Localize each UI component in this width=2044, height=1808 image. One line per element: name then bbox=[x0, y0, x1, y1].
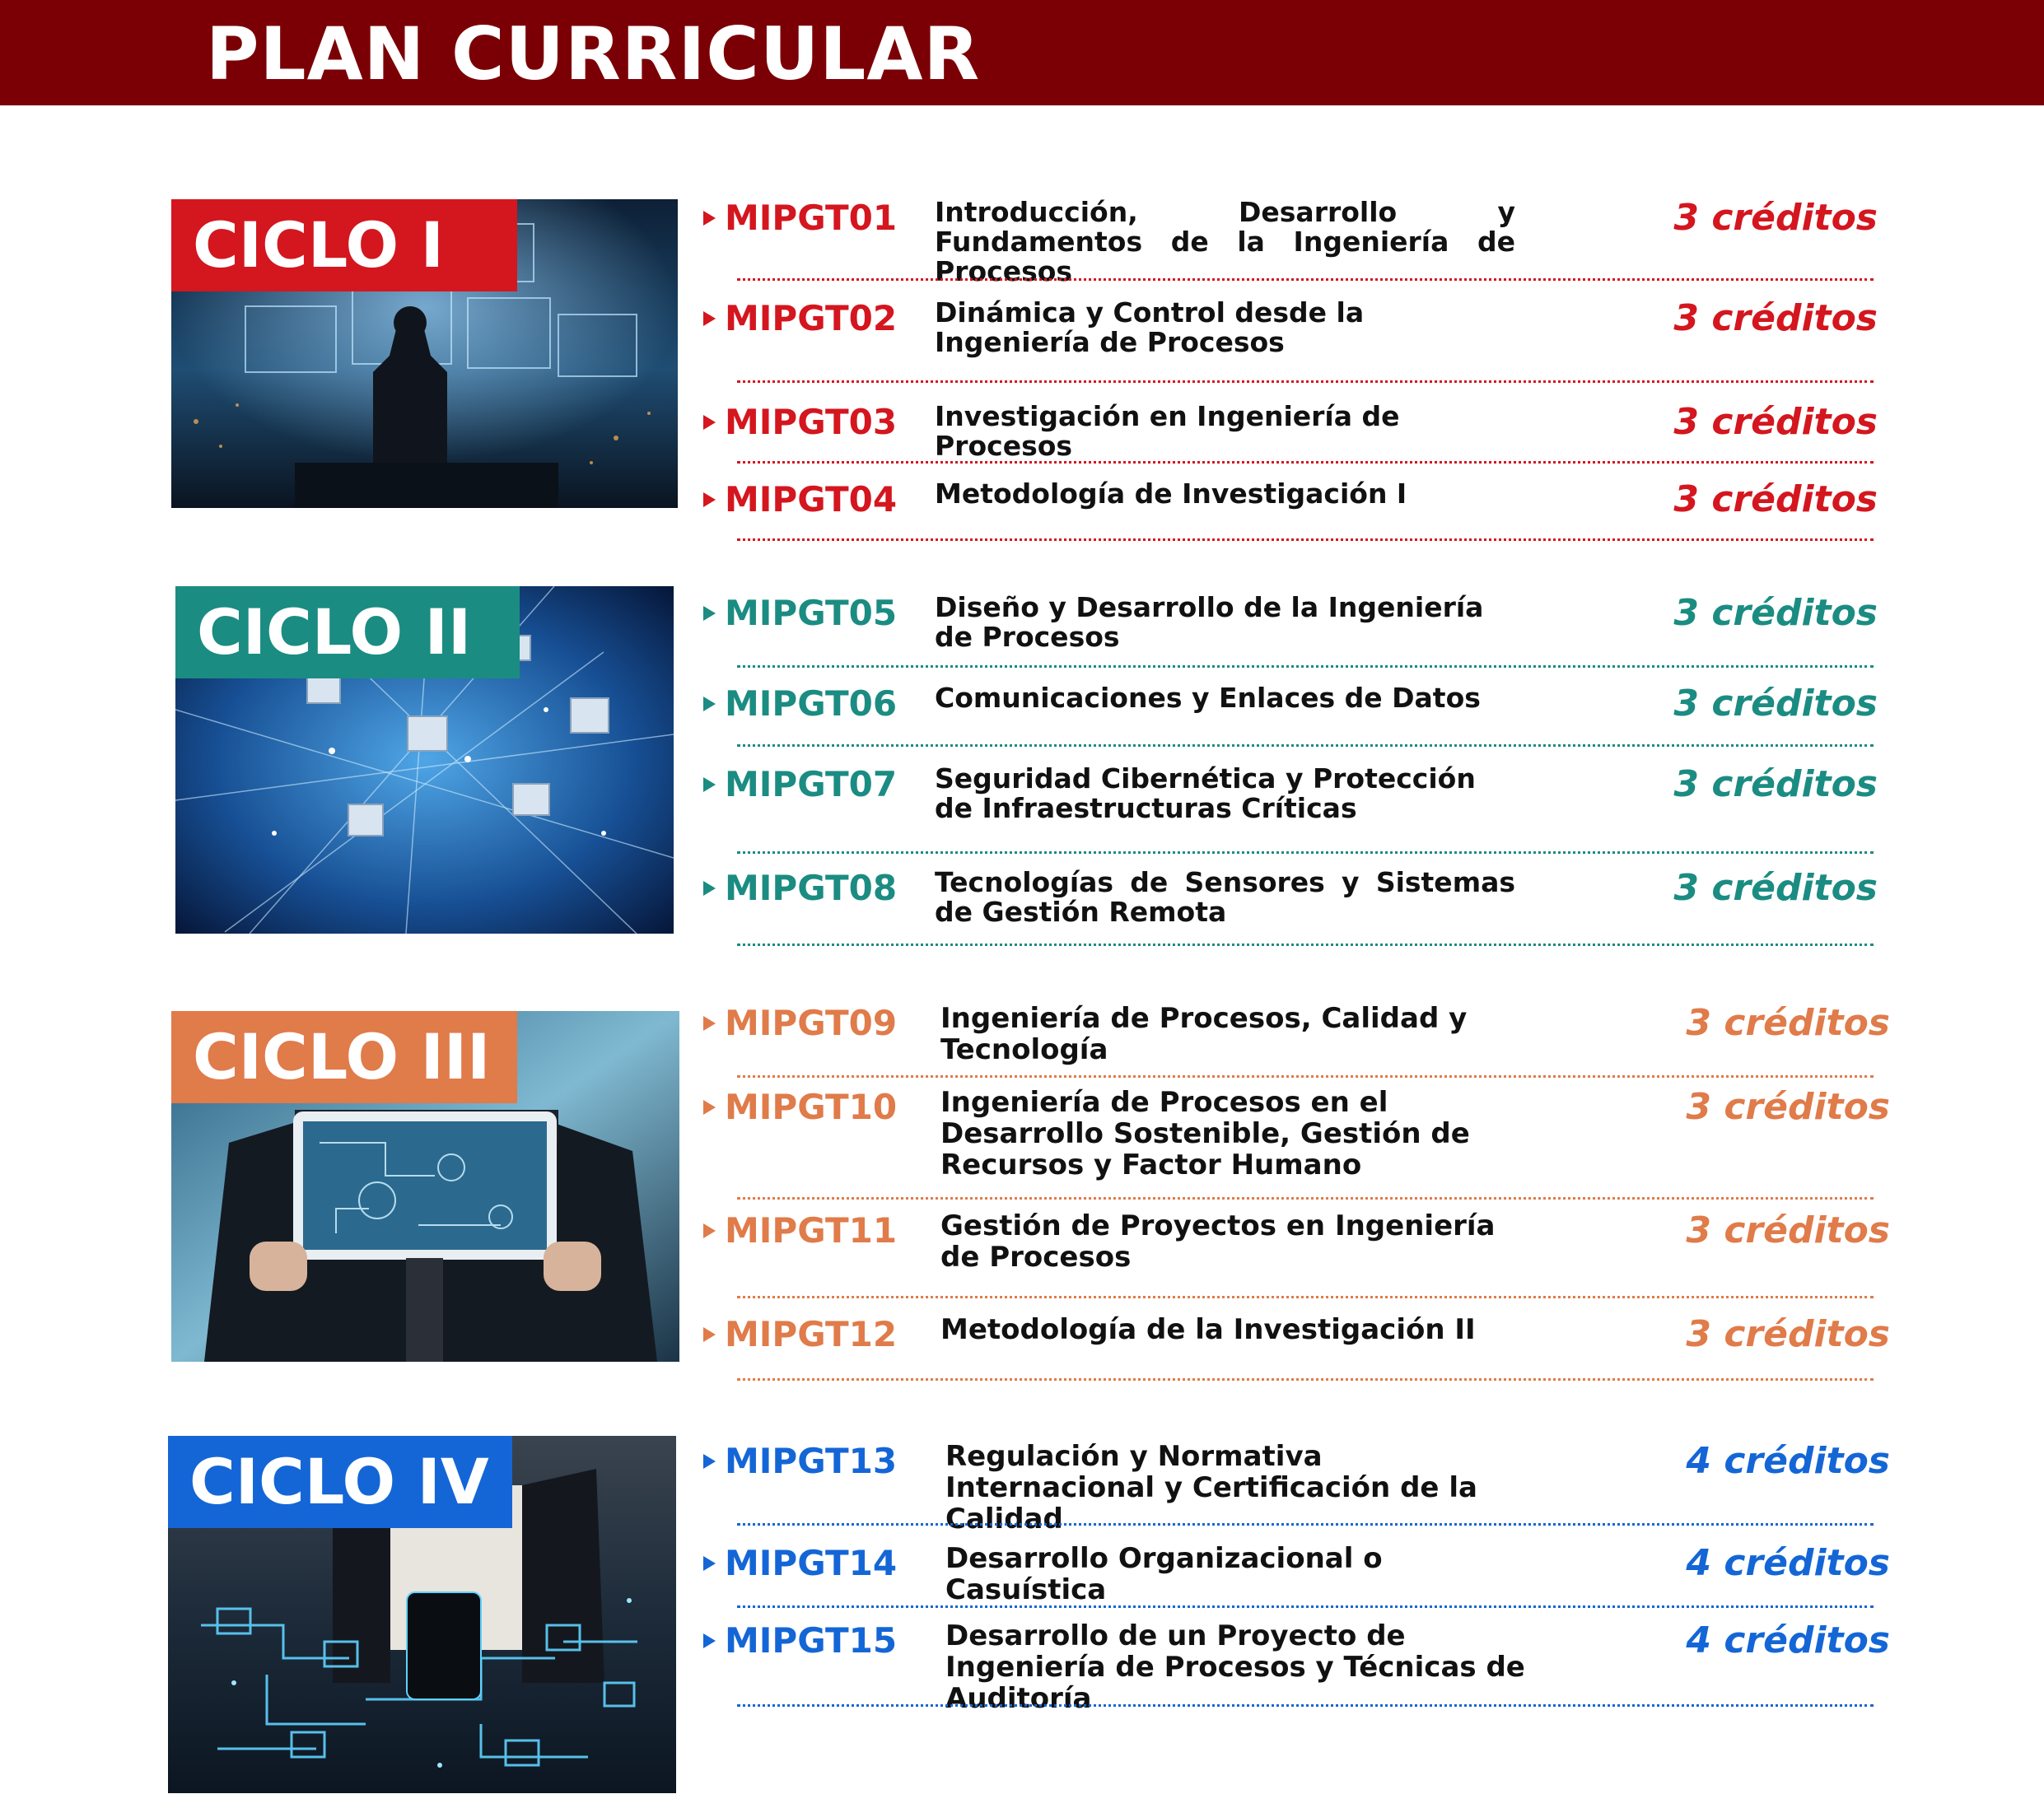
ciclo-1-badge: CICLO I bbox=[171, 199, 517, 291]
course-credits: 3 créditos bbox=[1673, 297, 1878, 339]
course-credits: 3 créditos bbox=[1673, 478, 1878, 520]
divider bbox=[737, 944, 1874, 946]
arrow-icon bbox=[703, 211, 716, 226]
course-code: MIPGT15 bbox=[725, 1620, 898, 1661]
course-name: Tecnologías de Sensores y Sistemas de Gestión Remota bbox=[935, 866, 1515, 928]
course-code: MIPGT08 bbox=[725, 868, 898, 908]
divider bbox=[737, 1197, 1874, 1200]
course-name: Diseño y Desarrollo de la Ingeniería de Procesos bbox=[935, 591, 1484, 653]
arrow-icon bbox=[703, 1100, 716, 1115]
divider bbox=[737, 1378, 1874, 1381]
course-name: Gestión de Proyectos en Ingeniería de Procesos bbox=[940, 1209, 1496, 1274]
divider bbox=[737, 461, 1874, 464]
course-name: Ingeniería de Procesos en el Desarrollo Sostenible, Gestión de Recursos y Factor Humano bbox=[940, 1086, 1470, 1181]
divider bbox=[737, 538, 1874, 541]
course-name: Desarrollo de un Proyecto de Ingeniería de Procesos y Técnicas de Auditoría bbox=[945, 1619, 1525, 1715]
ciclo-4-badge: CICLO IV bbox=[168, 1436, 512, 1528]
course-code: MIPGT14 bbox=[725, 1543, 898, 1583]
course-code: MIPGT11 bbox=[725, 1210, 898, 1251]
course-code: MIPGT13 bbox=[725, 1441, 898, 1481]
course-name: Ingeniería de Procesos, Calidad y Tecnología bbox=[940, 1002, 1468, 1066]
course-code: MIPGT04 bbox=[725, 479, 898, 520]
arrow-icon bbox=[703, 1327, 716, 1342]
course-name: Seguridad Cibernética y Protección de Infraestructuras Críticas bbox=[935, 762, 1476, 824]
arrow-icon bbox=[703, 881, 716, 896]
course-credits: 3 créditos bbox=[1686, 1002, 1890, 1044]
ciclo-1-image bbox=[171, 199, 678, 508]
ciclo-2-badge: CICLO II bbox=[175, 586, 520, 678]
course-name: Investigación en Ingeniería de Procesos bbox=[935, 400, 1400, 462]
ciclo-3-badge: CICLO III bbox=[171, 1011, 517, 1103]
arrow-icon bbox=[703, 1556, 716, 1571]
course-code: MIPGT02 bbox=[725, 298, 898, 338]
divider bbox=[737, 1296, 1874, 1298]
arrow-icon bbox=[703, 311, 716, 326]
divider bbox=[737, 1523, 1874, 1526]
arrow-icon bbox=[703, 415, 716, 430]
divider bbox=[737, 1605, 1874, 1608]
course-name: Metodología de Investigación I bbox=[935, 478, 1407, 510]
course-code: MIPGT09 bbox=[725, 1003, 898, 1043]
divider bbox=[737, 278, 1874, 281]
divider bbox=[737, 380, 1874, 383]
course-name: Dinámica y Control desde la Ingeniería de Procesos bbox=[935, 296, 1365, 358]
arrow-icon bbox=[703, 697, 716, 711]
divider bbox=[737, 744, 1874, 747]
header-bar bbox=[0, 0, 2044, 105]
course-code: MIPGT10 bbox=[725, 1087, 898, 1127]
arrow-icon bbox=[703, 606, 716, 621]
arrow-icon bbox=[703, 492, 716, 507]
arrow-icon bbox=[703, 1223, 716, 1238]
arrow-icon bbox=[703, 1633, 716, 1648]
course-name: Introducción, Desarrollo y Fundamentos de la Ingeniería de Procesos bbox=[935, 196, 1515, 287]
ciclo-2-image bbox=[175, 586, 674, 934]
course-code: MIPGT01 bbox=[725, 198, 898, 238]
course-credits: 3 créditos bbox=[1673, 867, 1878, 909]
divider bbox=[737, 851, 1874, 854]
arrow-icon bbox=[703, 1016, 716, 1031]
course-credits: 4 créditos bbox=[1686, 1440, 1890, 1482]
course-name: Regulación y Normativa Internacional y Certificación de la Calidad bbox=[945, 1440, 1477, 1535]
course-name: Comunicaciones y Enlaces de Datos bbox=[935, 682, 1481, 714]
course-code: MIPGT05 bbox=[725, 593, 898, 633]
course-credits: 3 créditos bbox=[1673, 197, 1878, 239]
course-name: Desarrollo Organizacional o Casuística bbox=[945, 1542, 1383, 1606]
course-credits: 4 créditos bbox=[1686, 1619, 1890, 1661]
course-code: MIPGT06 bbox=[725, 683, 898, 724]
course-code: MIPGT12 bbox=[725, 1314, 898, 1354]
divider bbox=[737, 1075, 1874, 1078]
divider bbox=[737, 665, 1874, 668]
course-credits: 3 créditos bbox=[1686, 1313, 1890, 1355]
course-credits: 3 créditos bbox=[1673, 592, 1878, 634]
arrow-icon bbox=[703, 1454, 716, 1469]
ciclo-4-image bbox=[168, 1436, 676, 1793]
course-credits: 3 créditos bbox=[1686, 1209, 1890, 1251]
ciclo-3-image bbox=[171, 1011, 679, 1362]
divider bbox=[737, 1704, 1874, 1707]
course-credits: 4 créditos bbox=[1686, 1542, 1890, 1584]
course-code: MIPGT07 bbox=[725, 764, 898, 804]
course-credits: 3 créditos bbox=[1673, 683, 1878, 725]
course-credits: 3 créditos bbox=[1673, 401, 1878, 443]
course-name: Metodología de la Investigación II bbox=[940, 1313, 1476, 1346]
arrow-icon bbox=[703, 777, 716, 792]
course-credits: 3 créditos bbox=[1686, 1086, 1890, 1128]
course-code: MIPGT03 bbox=[725, 402, 898, 442]
course-credits: 3 créditos bbox=[1673, 763, 1878, 805]
page-title: PLAN CURRICULAR bbox=[206, 12, 981, 96]
